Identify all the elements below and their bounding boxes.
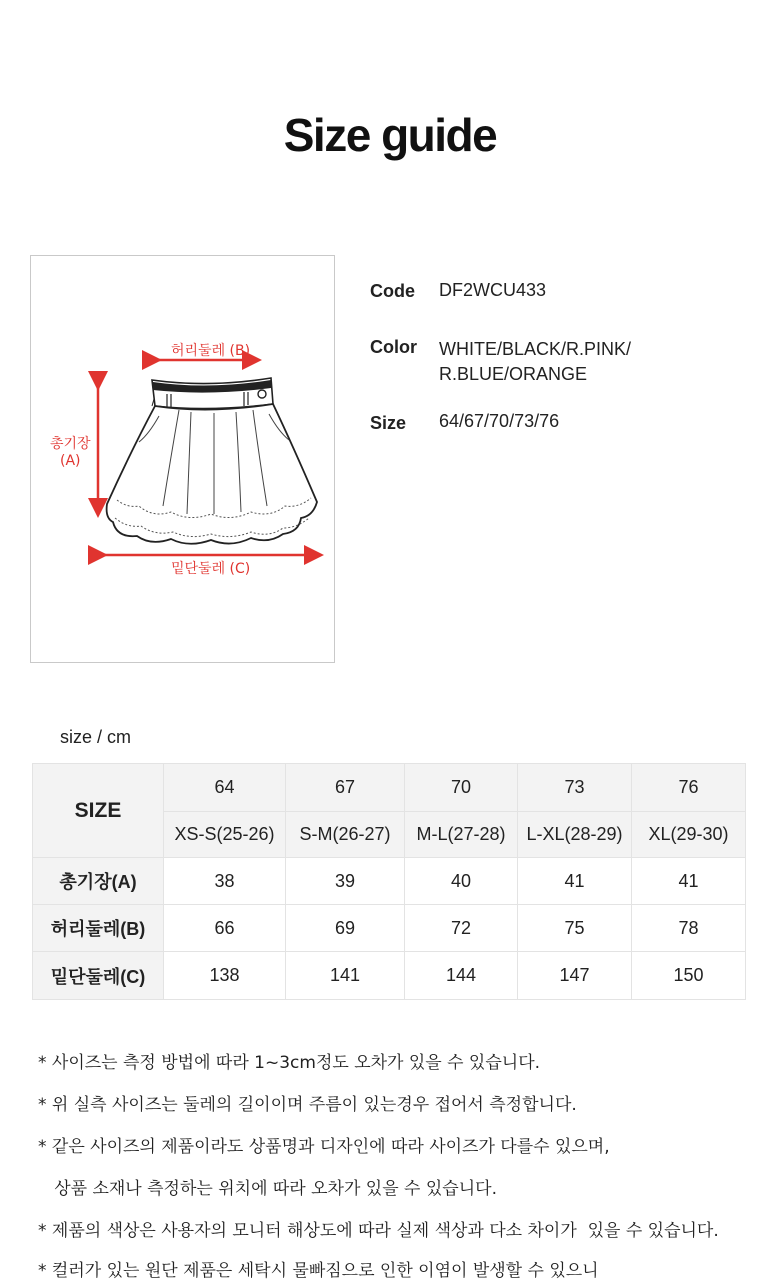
spec-size-value: 64/67/70/73/76 <box>439 411 560 431</box>
size-range: XS-S(25-26) <box>164 812 286 858</box>
spec-color-value-line2: R.BLUE/ORANGE <box>439 364 588 384</box>
note-line: * 컬러가 있는 원단 제품은 세탁시 물빠짐으로 인한 이염이 발생할 수 있으니 <box>38 1261 599 1281</box>
waist-label: 허리둘레 (B) <box>171 343 251 359</box>
size-header: 76 <box>632 764 746 812</box>
table-corner: SIZE <box>33 764 164 858</box>
skirt-illustration-panel <box>30 255 335 663</box>
note-line: * 제품의 색상은 사용자의 모니터 해상도에 따라 실제 색상과 다소 차이가 있을 수 있습니다. <box>38 1221 719 1241</box>
table-cell: 75 <box>518 905 632 952</box>
note-line: * 같은 사이즈의 제품이라도 상품명과 디자인에 따라 사이즈가 다를수 있으며, <box>38 1137 610 1157</box>
table-cell: 78 <box>632 905 746 952</box>
table-row <box>33 952 746 1000</box>
spec-color-key: Color <box>370 337 417 357</box>
spec-code-value: DF2WCU433 <box>439 280 547 300</box>
hem-label: 밑단둘레 (C) <box>171 561 251 577</box>
button <box>258 390 266 398</box>
row-label: 총기장(A) <box>33 858 164 905</box>
size-range: XL(29-30) <box>632 812 746 858</box>
size-header: 64 <box>164 764 286 812</box>
table-cell: 66 <box>164 905 286 952</box>
table-cell: 69 <box>286 905 405 952</box>
table-cell: 138 <box>164 952 286 1000</box>
note-line: * 사이즈는 측정 방법에 따라 1~3cm정도 오차가 있을 수 있습니다. <box>38 1053 541 1073</box>
size-header: 70 <box>405 764 518 812</box>
size-header: 73 <box>518 764 632 812</box>
size-table <box>32 763 746 1000</box>
table-cell: 41 <box>518 858 632 905</box>
size-header: 67 <box>286 764 405 812</box>
spec-color-value-line1: WHITE/BLACK/R.PINK/ <box>439 339 632 359</box>
table-cell: 39 <box>286 858 405 905</box>
table-cell: 147 <box>518 952 632 1000</box>
row-label: 밑단둘레(C) <box>33 952 164 1000</box>
table-row-sizes <box>33 764 746 812</box>
spec-size-key: Size <box>370 413 407 433</box>
table-row <box>33 858 746 905</box>
table-cell: 150 <box>632 952 746 1000</box>
note-line: 상품 소재나 측정하는 위치에 따라 오차가 있을 수 있습니다. <box>38 1179 497 1199</box>
table-cell: 144 <box>405 952 518 1000</box>
table-cell: 41 <box>632 858 746 905</box>
note-line: * 위 실측 사이즈는 둘레의 길이이며 주름이 있는경우 접어서 측정합니다. <box>38 1095 577 1115</box>
skirt-body <box>107 404 317 544</box>
table-cell: 38 <box>164 858 286 905</box>
size-range: M-L(27-28) <box>405 812 518 858</box>
length-label-line2: (A) <box>60 453 81 469</box>
size-range: S-M(26-27) <box>286 812 405 858</box>
page-title: Size guide <box>283 109 497 161</box>
table-row <box>33 905 746 952</box>
row-label: 허리둘레(B) <box>33 905 164 952</box>
unit-label: size / cm <box>60 727 132 747</box>
size-range: L-XL(28-29) <box>518 812 632 858</box>
table-cell: 141 <box>286 952 405 1000</box>
length-label-line1: 총기장 <box>50 436 91 452</box>
spec-code-key: Code <box>370 281 415 301</box>
table-cell: 72 <box>405 905 518 952</box>
table-cell: 40 <box>405 858 518 905</box>
